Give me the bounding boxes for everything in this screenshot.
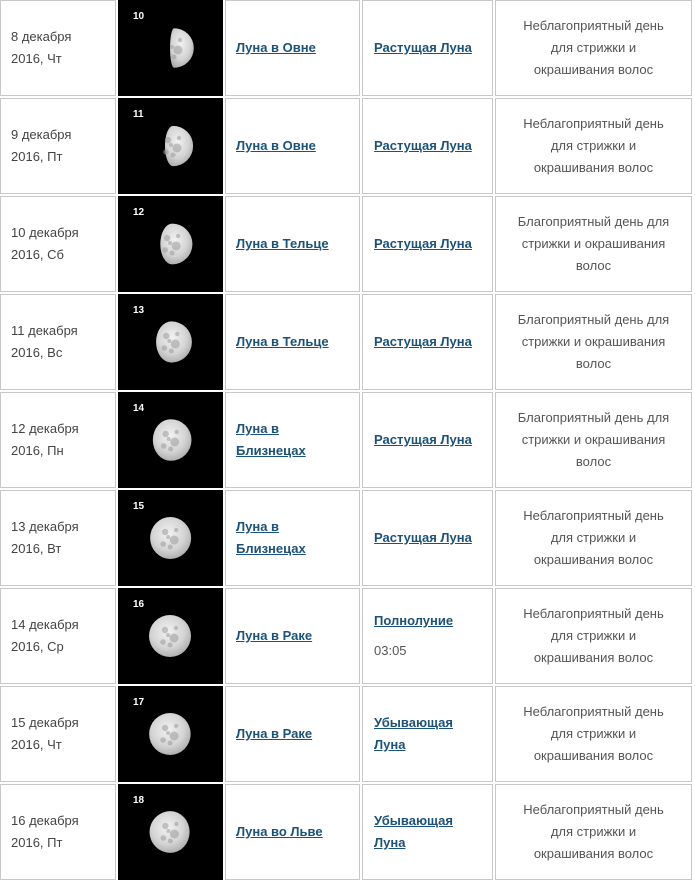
moon-crater: [170, 45, 174, 49]
phase-link-text: Растущая Луна: [374, 530, 472, 545]
verdict-line: для стрижки и: [550, 824, 637, 839]
phase-link[interactable]: [374, 331, 492, 353]
verdict-line: Неблагоприятный день: [523, 606, 664, 621]
moon-crater: [169, 349, 174, 354]
zodiac-link[interactable]: [236, 821, 359, 843]
moon-crater: [171, 153, 176, 158]
phase-cell: [362, 392, 493, 488]
lunar-day-number: 14: [133, 403, 145, 414]
date-day: 10 декабря: [11, 225, 79, 240]
verdict-line: для стрижки и: [550, 138, 637, 153]
verdict-cell: [495, 588, 692, 684]
moon-image-cell: [118, 686, 223, 782]
phase-link[interactable]: [374, 712, 492, 756]
verdict-line: волос: [575, 356, 612, 371]
moon-crater: [175, 332, 179, 336]
phase-link-text-2: Луна: [374, 737, 406, 752]
verdict-line: Благоприятный день для: [517, 410, 670, 425]
moon-crater: [175, 430, 179, 434]
date-cell: [0, 98, 116, 194]
zodiac-cell: [225, 98, 360, 194]
moon-image-cell: [118, 0, 223, 96]
verdict-line: Неблагоприятный день: [523, 704, 664, 719]
zodiac-link-text: Луна в Раке: [236, 726, 313, 741]
lunar-day-number: 13: [133, 305, 145, 316]
verdict-cell: [495, 686, 692, 782]
moon-crater: [174, 626, 178, 630]
phase-cell: [362, 588, 493, 684]
verdict-cell: [495, 784, 692, 880]
moon-crater: [166, 633, 170, 637]
moon-crater: [160, 639, 166, 645]
moon-crater: [166, 535, 170, 539]
date-day: 8 декабря: [11, 29, 72, 44]
moon-crater: [170, 251, 175, 256]
moon-crater: [161, 443, 167, 449]
moon-crater: [171, 340, 180, 349]
verdict-cell: [495, 0, 692, 96]
zodiac-link-text: Луна во Льве: [236, 824, 323, 839]
moon-crater: [166, 731, 170, 735]
zodiac-cell: [225, 588, 360, 684]
date-day: 12 декабря: [11, 421, 79, 436]
phase-link-text: Убывающая: [374, 813, 453, 828]
verdict-line: Неблагоприятный день: [523, 116, 664, 131]
phase-cell: [362, 784, 493, 880]
moon-image-cell: [118, 294, 223, 390]
zodiac-link[interactable]: [236, 233, 359, 255]
verdict-line: для стрижки и: [550, 628, 637, 643]
zodiac-link[interactable]: [236, 418, 359, 462]
zodiac-link-text: Луна в Тельце: [236, 236, 329, 251]
date-year-weekday: 2016, Пт: [11, 835, 63, 850]
phase-link-text: Растущая Луна: [374, 334, 472, 349]
verdict-line: стрижки и окрашивания: [521, 334, 666, 349]
date-year-weekday: 2016, Чт: [11, 51, 62, 66]
moon-crater: [178, 38, 182, 42]
moon-crater: [174, 724, 178, 728]
lunar-day-number: 18: [133, 795, 145, 806]
date-cell: [0, 196, 116, 292]
moon-crater: [168, 741, 173, 746]
phase-link[interactable]: [374, 527, 492, 549]
phase-cell: [362, 490, 493, 586]
phase-link-text-2: Луна: [374, 835, 406, 850]
zodiac-link-text: Луна в Овне: [236, 138, 316, 153]
zodiac-cell: [225, 196, 360, 292]
moon-crater: [176, 234, 180, 238]
table-row: [0, 294, 692, 390]
moon-crater: [166, 829, 170, 833]
moon-crater: [164, 235, 170, 241]
phase-cell: [362, 196, 493, 292]
moon-crater: [162, 345, 168, 351]
verdict-line: окрашивания волос: [533, 748, 654, 763]
verdict-line: стрижки и окрашивания: [521, 236, 666, 251]
date-year-weekday: 2016, Вс: [11, 345, 63, 360]
date-year-weekday: 2016, Ср: [11, 639, 64, 654]
verdict-line: волос: [575, 454, 612, 469]
zodiac-cell: [225, 0, 360, 96]
date-cell: [0, 0, 116, 96]
moon-image-cell: [118, 392, 223, 488]
verdict-line: для стрижки и: [550, 40, 637, 55]
moon-crater: [160, 541, 166, 547]
moon-crater: [162, 627, 168, 633]
verdict-cell: [495, 196, 692, 292]
date-cell: [0, 784, 116, 880]
moon-crater: [174, 822, 178, 826]
moon-image-cell: [118, 490, 223, 586]
moon-crater: [162, 247, 168, 253]
table-row: [0, 98, 692, 194]
moon-crater: [163, 149, 169, 155]
moon-crater: [165, 137, 171, 143]
zodiac-link[interactable]: [236, 331, 359, 353]
moon-crater: [167, 437, 171, 441]
moon-crater: [174, 528, 178, 532]
phase-link-text: Растущая Луна: [374, 432, 472, 447]
verdict-line: Неблагоприятный день: [523, 508, 664, 523]
verdict-line: Благоприятный день для: [517, 214, 670, 229]
date-cell: [0, 686, 116, 782]
zodiac-link[interactable]: [236, 516, 359, 560]
phase-link[interactable]: [374, 610, 492, 632]
table-row: [0, 686, 692, 782]
lunar-day-number: 10: [133, 11, 145, 22]
phase-cell: [362, 686, 493, 782]
phase-link[interactable]: [374, 429, 492, 451]
phase-link-text: Убывающая: [374, 715, 453, 730]
verdict-cell: [495, 490, 692, 586]
date-cell: [0, 588, 116, 684]
moon-crater: [170, 438, 179, 447]
moon-crater: [168, 839, 173, 844]
verdict-cell: [495, 294, 692, 390]
table-row: [0, 490, 692, 586]
date-day: 11 декабря: [11, 323, 78, 338]
verdict-line: окрашивания волос: [533, 552, 654, 567]
date-day: 15 декабря: [11, 715, 79, 730]
lunar-day-number: 12: [133, 207, 145, 218]
zodiac-link-text-2: Близнецах: [236, 541, 306, 556]
zodiac-link-text-2: Близнецах: [236, 443, 306, 458]
moon-crater: [170, 732, 179, 741]
zodiac-cell: [225, 392, 360, 488]
moon-crater: [170, 830, 179, 839]
phase-cell: [362, 294, 493, 390]
moon-image-cell: [118, 784, 223, 880]
moon-crater: [162, 823, 168, 829]
zodiac-link-text: Луна в: [236, 421, 280, 436]
date-year-weekday: 2016, Вт: [11, 541, 62, 556]
lunar-day-number: 11: [133, 109, 144, 120]
verdict-line: окрашивания волос: [533, 650, 654, 665]
zodiac-link[interactable]: [236, 723, 359, 745]
date-day: 14 декабря: [11, 617, 79, 632]
phase-link[interactable]: [374, 135, 492, 157]
moon-lit-area: [149, 713, 191, 755]
moon-crater: [160, 737, 166, 743]
verdict-line: волос: [575, 258, 612, 273]
verdict-line: Благоприятный день для: [517, 312, 670, 327]
moon-crater: [163, 333, 169, 339]
moon-crater: [170, 634, 179, 643]
phase-link[interactable]: [374, 233, 492, 255]
date-cell: [0, 490, 116, 586]
verdict-cell: [495, 98, 692, 194]
moon-crater: [162, 725, 168, 731]
moon-image-cell: [118, 196, 223, 292]
zodiac-cell: [225, 490, 360, 586]
phase-cell: [362, 0, 493, 96]
phase-cell: [362, 98, 493, 194]
lunar-day-number: 15: [133, 501, 145, 512]
date-day: 9 декабря: [11, 127, 72, 142]
moon-crater: [168, 241, 172, 245]
lunar-day-number: 16: [133, 599, 145, 610]
phase-time: 03:05: [374, 643, 407, 658]
zodiac-link-text: Луна в Тельце: [236, 334, 329, 349]
zodiac-link-text: Луна в Овне: [236, 40, 316, 55]
moon-image-cell: [118, 98, 223, 194]
date-year-weekday: 2016, Пт: [11, 149, 63, 164]
table-row: [0, 784, 692, 880]
moon-crater: [174, 46, 183, 55]
verdict-line: окрашивания волос: [533, 62, 654, 77]
lunar-day-number: 17: [133, 697, 145, 708]
zodiac-link[interactable]: [236, 625, 359, 647]
moon-crater: [167, 339, 171, 343]
verdict-line: для стрижки и: [550, 726, 637, 741]
moon-crater: [163, 431, 169, 437]
verdict-line: стрижки и окрашивания: [521, 432, 666, 447]
table-row: [0, 392, 692, 488]
table-row: [0, 0, 692, 96]
table-row: [0, 196, 692, 292]
phase-link-text: Растущая Луна: [374, 138, 472, 153]
zodiac-cell: [225, 686, 360, 782]
zodiac-cell: [225, 784, 360, 880]
phase-link-text: Растущая Луна: [374, 236, 472, 251]
date-year-weekday: 2016, Чт: [11, 737, 62, 752]
verdict-line: Неблагоприятный день: [523, 802, 664, 817]
date-year-weekday: 2016, Сб: [11, 247, 64, 262]
zodiac-link[interactable]: [236, 37, 359, 59]
phase-link-text: Растущая Луна: [374, 40, 472, 55]
moon-crater: [168, 643, 173, 648]
verdict-cell: [495, 392, 692, 488]
verdict-line: Неблагоприятный день: [523, 18, 664, 33]
phase-link-text: Полнолуние: [374, 613, 454, 628]
moon-crater: [177, 136, 181, 140]
zodiac-link-text: Луна в Раке: [236, 628, 313, 643]
zodiac-cell: [225, 294, 360, 390]
moon-image-cell: [118, 588, 223, 684]
date-year-weekday: 2016, Пн: [11, 443, 64, 458]
date-day: 16 декабря: [11, 813, 79, 828]
date-day: 13 декабря: [11, 519, 79, 534]
moon-crater: [172, 55, 177, 60]
moon-crater: [170, 536, 179, 545]
phase-link[interactable]: [374, 810, 492, 854]
zodiac-link-text: Луна в: [236, 519, 280, 534]
verdict-line: для стрижки и: [550, 530, 637, 545]
date-cell: [0, 392, 116, 488]
moon-crater: [161, 835, 167, 841]
moon-crater: [162, 529, 168, 535]
verdict-line: окрашивания волос: [533, 846, 654, 861]
verdict-line: окрашивания волос: [533, 160, 654, 175]
moon-crater: [173, 144, 182, 153]
date-cell: [0, 294, 116, 390]
phase-link[interactable]: [374, 37, 492, 59]
moon-crater: [168, 545, 173, 550]
zodiac-link[interactable]: [236, 135, 359, 157]
moon-crater: [172, 242, 181, 251]
moon-crater: [169, 143, 173, 147]
moon-crater: [168, 447, 173, 452]
table-row: [0, 588, 692, 684]
